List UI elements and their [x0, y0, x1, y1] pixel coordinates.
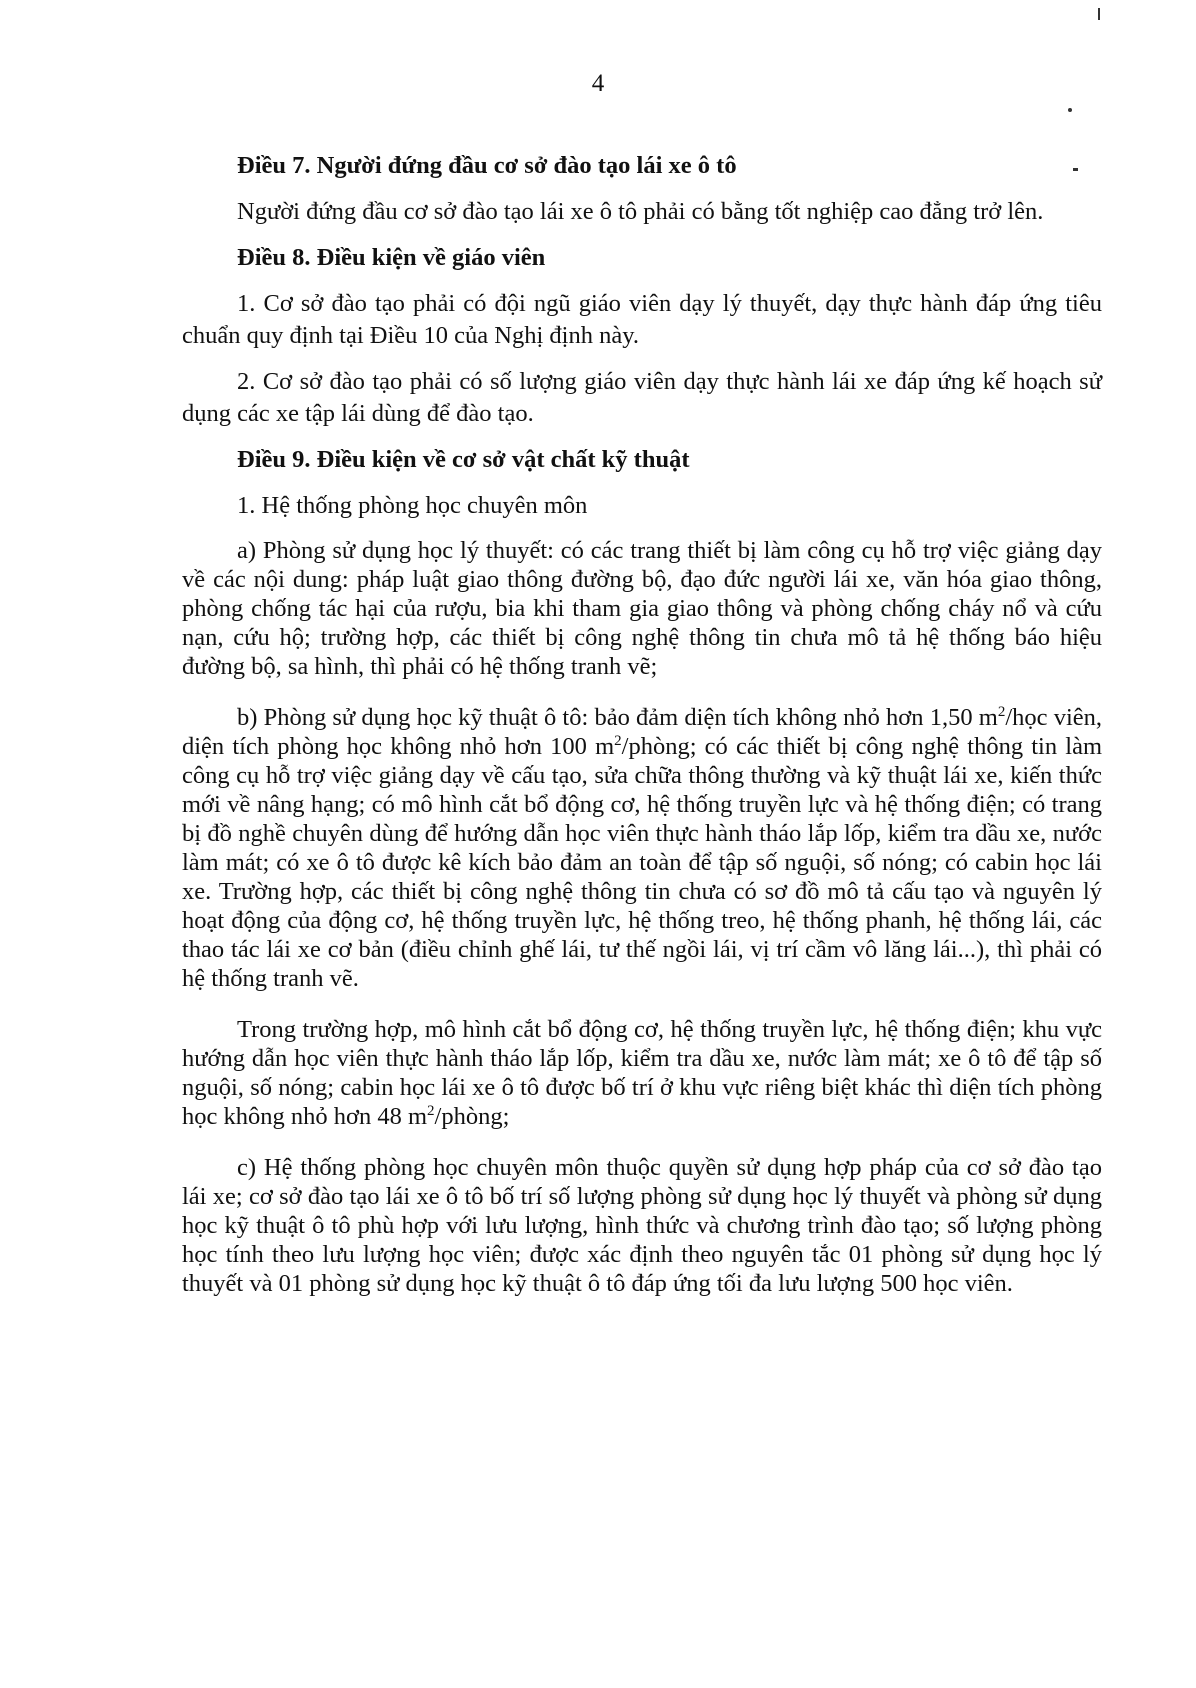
document-body: [182, 150, 1102, 1312]
article-9-item-1: 1. Hệ thống phòng học chuyên môn: [237, 492, 588, 519]
point-b-text-2: /học viên, diện tích phòng học không nhỏ hơn 100 m: [182, 704, 1102, 760]
article-7-body: Người đứng đầu cơ sở đào tạo lái xe ô tô phải có bằng tốt nghiệp cao đẳng trở lên.: [237, 198, 1044, 225]
article-9-point-b: [182, 703, 1102, 993]
superscript: 2: [614, 732, 622, 749]
article-9-point-b-continued: [182, 1015, 1102, 1131]
point-b-text-1: b) Phòng sử dụng học kỹ thuật ô tô: bảo đảm diện tích không nhỏ hơn 1,50 m: [237, 704, 998, 731]
scan-mark: [1098, 8, 1100, 20]
page-number: 4: [591, 70, 605, 97]
point-b2-text-1: Trong trường hợp, mô hình cắt bổ động cơ, hệ thống truyền lực, hệ thống điện; khu vực hướng dẫn học viên thực hành tháo lắp lốp, kiểm tra dầu xe, nước làm mát; xe ô tô để tập số nguội, số nóng; cabin học lái xe ô tô được bố trí ở khu vực riêng biệt khác thì diện tích phòng học không nhỏ hơn 48 m: [182, 1016, 1102, 1130]
article-9-point-a: a) Phòng sử dụng học lý thuyết: có các trang thiết bị làm công cụ hỗ trợ việc giảng dạy về các nội dung: pháp luật giao thông đường bộ, đạo đức người lái xe, văn hóa giao thông, phòng chống tác hại của rượu, bia khi tham gia giao thông và phòng chống cháy nổ và cứu nạn, cứu hộ; trường hợp, các thiết bị công nghệ thông tin chưa mô tả hệ thống báo hiệu đường bộ, sa hình, thì phải có hệ thống tranh vẽ;: [182, 537, 1102, 680]
article-7-heading: Điều 7. Người đứng đầu cơ sở đào tạo lái xe ô tô: [237, 152, 737, 179]
article-9-heading: Điều 9. Điều kiện về cơ sở vật chất kỹ thuật: [237, 446, 690, 473]
article-8-item-1: 1. Cơ sở đào tạo phải có đội ngũ giáo viên dạy lý thuyết, dạy thực hành đáp ứng tiêu chuẩn quy định tại Điều 10 của Nghị định này.: [182, 290, 1102, 349]
superscript: 2: [427, 1102, 435, 1119]
point-b2-text-2: /phòng;: [434, 1103, 510, 1130]
point-b-text-3: /phòng; có các thiết bị công nghệ thông tin làm công cụ hỗ trợ việc giảng dạy về cấu tạo, sửa chữa thông thường và kỹ thuật lái xe, kiến thức mới về nâng hạng; có mô hình cắt bổ động cơ, hệ thống truyền lực và hệ thống điện; có trang bị đồ nghề chuyên dùng để hướng dẫn học viên thực hành tháo lắp lốp, kiểm tra dầu xe, nước làm mát; có xe ô tô được kê kích bảo đảm an toàn để tập số nguội, số nóng; có cabin học lái xe. Trường hợp, các thiết bị công nghệ thông tin chưa có sơ đồ mô tả cấu tạo và nguyên lý hoạt động của động cơ, hệ thống truyền lực, hệ thống treo, hệ thống phanh, hệ thống lái, các thao tác lái xe cơ bản (điều chỉnh ghế lái, tư thế ngồi lái, vị trí cầm vô lăng lái...), thì phải có hệ thống tranh vẽ.: [182, 733, 1102, 992]
article-8-item-2: 2. Cơ sở đào tạo phải có số lượng giáo viên dạy thực hành lái xe đáp ứng kế hoạch sử dụng các xe tập lái dùng để đào tạo.: [182, 368, 1102, 427]
superscript: 2: [997, 703, 1006, 720]
article-9-point-c: c) Hệ thống phòng học chuyên môn thuộc quyền sử dụng hợp pháp của cơ sở đào tạo lái xe; cơ sở đào tạo lái xe ô tô bố trí số lượng phòng sử dụng học lý thuyết và phòng sử dụng học kỹ thuật ô tô phù hợp với lưu lượng, hình thức và chương trình đào tạo; số lượng phòng học tính theo lưu lượng học viên; được xác định theo nguyên tắc 01 phòng sử dụng học lý thuyết và 01 phòng sử dụng học kỹ thuật ô tô đáp ứng tối đa lưu lượng 500 học viên.: [182, 1154, 1102, 1297]
scan-dot: [1068, 108, 1072, 112]
article-8-heading: Điều 8. Điều kiện về giáo viên: [237, 244, 546, 271]
